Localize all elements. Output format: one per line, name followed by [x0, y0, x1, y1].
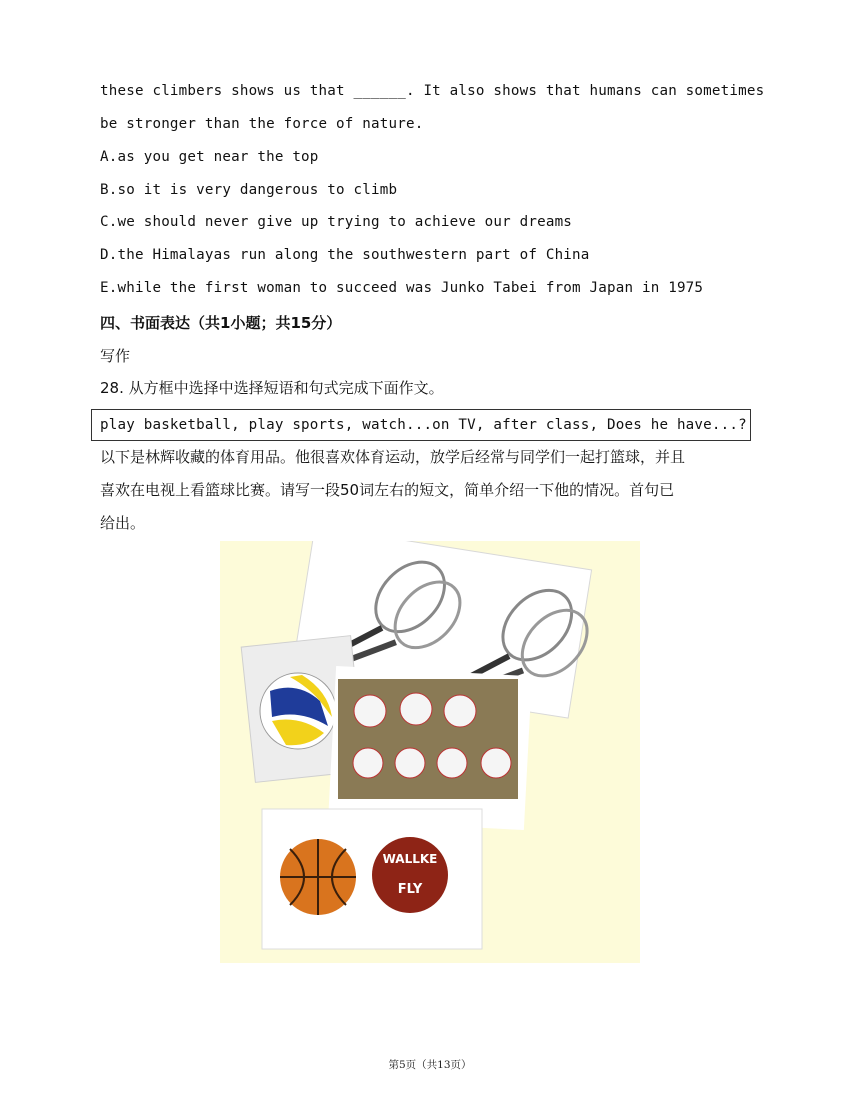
- option-d: D.the Himalayas run along the southwestern part of China: [100, 247, 590, 263]
- option-e: E.while the first woman to succeed was Junko Tabei from Japan in 1975: [100, 280, 704, 296]
- ball-logo-label: FLY: [397, 882, 423, 897]
- section-heading: 四、书面表达（共1小题；共15分）: [100, 314, 342, 332]
- phrase-box-text: play basketball, play sports, watch...on TV, after class, Does he have...?: [100, 417, 747, 433]
- sports-equipment-illustration: [220, 541, 640, 963]
- baseballs-card: [328, 666, 532, 830]
- option-a: A.as you get near the top: [100, 149, 319, 165]
- option-c: C.we should never give up trying to achieve our dreams: [100, 214, 573, 230]
- basketballs-card: [262, 809, 482, 949]
- passage-line: be stronger than the force of nature.: [100, 116, 424, 132]
- ball-brand-label: WALLKE: [382, 852, 438, 866]
- instruction-line: 以下是林辉收藏的体育用品。他很喜欢体育运动，放学后经常与同学们一起打篮球，并且: [100, 448, 686, 466]
- option-b: B.so it is very dangerous to climb: [100, 182, 398, 198]
- basketball-icon: [280, 839, 356, 915]
- section-label: 写作: [100, 347, 131, 365]
- page-footer: 第5页（共13页）: [388, 1059, 472, 1071]
- instruction-line: 给出。: [100, 514, 146, 532]
- passage-line: these climbers shows us that ______. It also shows that humans can sometimes: [100, 83, 765, 99]
- basketball-icon: [372, 837, 448, 913]
- question-text: 28. 从方框中选择中选择短语和句式完成下面作文。: [100, 379, 444, 397]
- instruction-line: 喜欢在电视上看篮球比赛。请写一段50词左右的短文，简单介绍一下他的情况。首句已: [100, 481, 675, 499]
- sports-equipment-image: [220, 541, 640, 963]
- phrase-box: [91, 409, 751, 441]
- volleyball-icon: [260, 673, 336, 749]
